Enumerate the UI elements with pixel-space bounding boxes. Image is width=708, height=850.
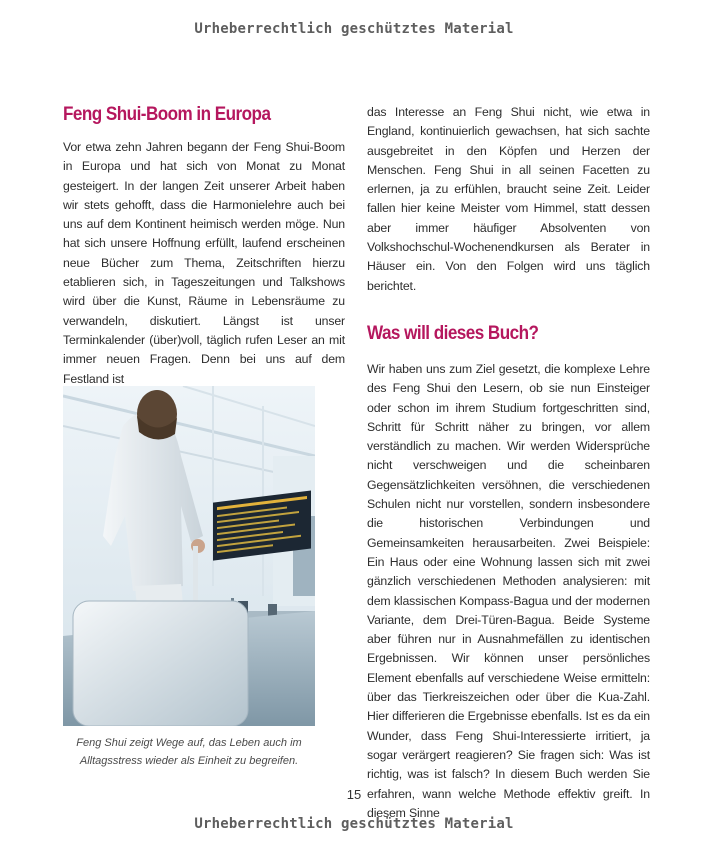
body-paragraph-left: Vor etwa zehn Jahren begann der Feng Shui-Boom in Europa und hat sich von Monat zu Monat gesteigert. In der langen Zeit unserer Arbeit haben wir stets gehofft, dass die Harmonielehre auch bei uns auf dem Kontinent heimisch werden möge. Nun hat sich unsere Hoffnung erfüllt, laufend erscheinen neue Bücher zum Thema, Zeitschriften hierzu etablieren sich, in Tageszeitungen und Talkshows wird über die Kunst, Räume in Lebensräume zu verwandeln, diskutiert. Längst ist unser Terminkalender (über)voll, täglich rufen Leser an mit immer neuen Fragen. Denn bei uns auf dem Festland ist (63, 140, 345, 386)
airport-traveler-photo (63, 386, 315, 726)
left-column (63, 104, 345, 389)
right-column (367, 104, 650, 823)
body-paragraph-right-2: Wir haben uns zum Ziel gesetzt, die komplexe Lehre des Feng Shui den Lesern, ob sie nun Einsteiger oder schon im ihrem Studium fortgeschritten sind, Schritt für Schritt näher zu bringen, vor allem verständlich zu machen. Wir werden Widersprüche nicht verschweigen und die scheinbaren Gegensätzlichkeiten versöhnen, die verschiedenen Schulen nicht nur vorstellen, sondern insbesondere die historischen Verbindungen und Gemeinsamkeiten herausarbeiten. Zwei Beispiele: Ein Haus oder eine Wohnung lassen sich mit zwei gänzlich verschiedenen Methoden analysieren: mit dem klassischen Kompass-Bagua und der modernen Variante, dem Drei-Türen-Bagua. Beide Systeme aber führen nur in Ausnahmefällen zu identischen Ergebnissen. Wir können unser persönliches Element ebenfalls auf verschiedene Weise ermitteln: über das Tierkreiszeichen oder über die Kua-Zahl. Hier differieren die Ergebnisse ebenfalls. Ist es da ein Wunder, dass Feng Shui-Interessierte irritiert, ja sogar verärgert reagieren? Sie fragen sich: Was ist richtig, was ist falsch? In diesem Buch werden Sie erfahren, wann welche Methode effektiv greift. In diesem Sinne (367, 361, 650, 820)
watermark-bottom: Urheberrechtlich geschütztes Material (194, 816, 514, 832)
figure-caption: Feng Shui zeigt Wege auf, das Leben auch im Alltagsstress wieder als Einheit zu begreifen. (76, 737, 302, 767)
section-heading-feng-shui-boom: Feng Shui-Boom in Europa (63, 104, 271, 125)
section-heading-was-will-dieses-buch: Was will dieses Buch? (367, 322, 539, 344)
page-number: 15 (346, 787, 362, 802)
watermark-top: Urheberrechtlich geschütztes Material (194, 21, 514, 37)
body-paragraph-right-1: das Interesse an Feng Shui nicht, wie etwa in England, kontinuierlich gewachsen, hat sich sachte ausgebreitet in den Köpfen und Herzen der Menschen. Feng Shui in all seinen Facetten zu erlernen, ja zu erfühlen, braucht seine Zeit. Leider fallen hier keine Meister vom Himmel, statt dessen aber immer häufiger Absolventen von Volkshochschul-Wochenendkursen als Berater in Häuser ein. Von den Folgen wird uns täglich berichtet. (367, 105, 650, 293)
